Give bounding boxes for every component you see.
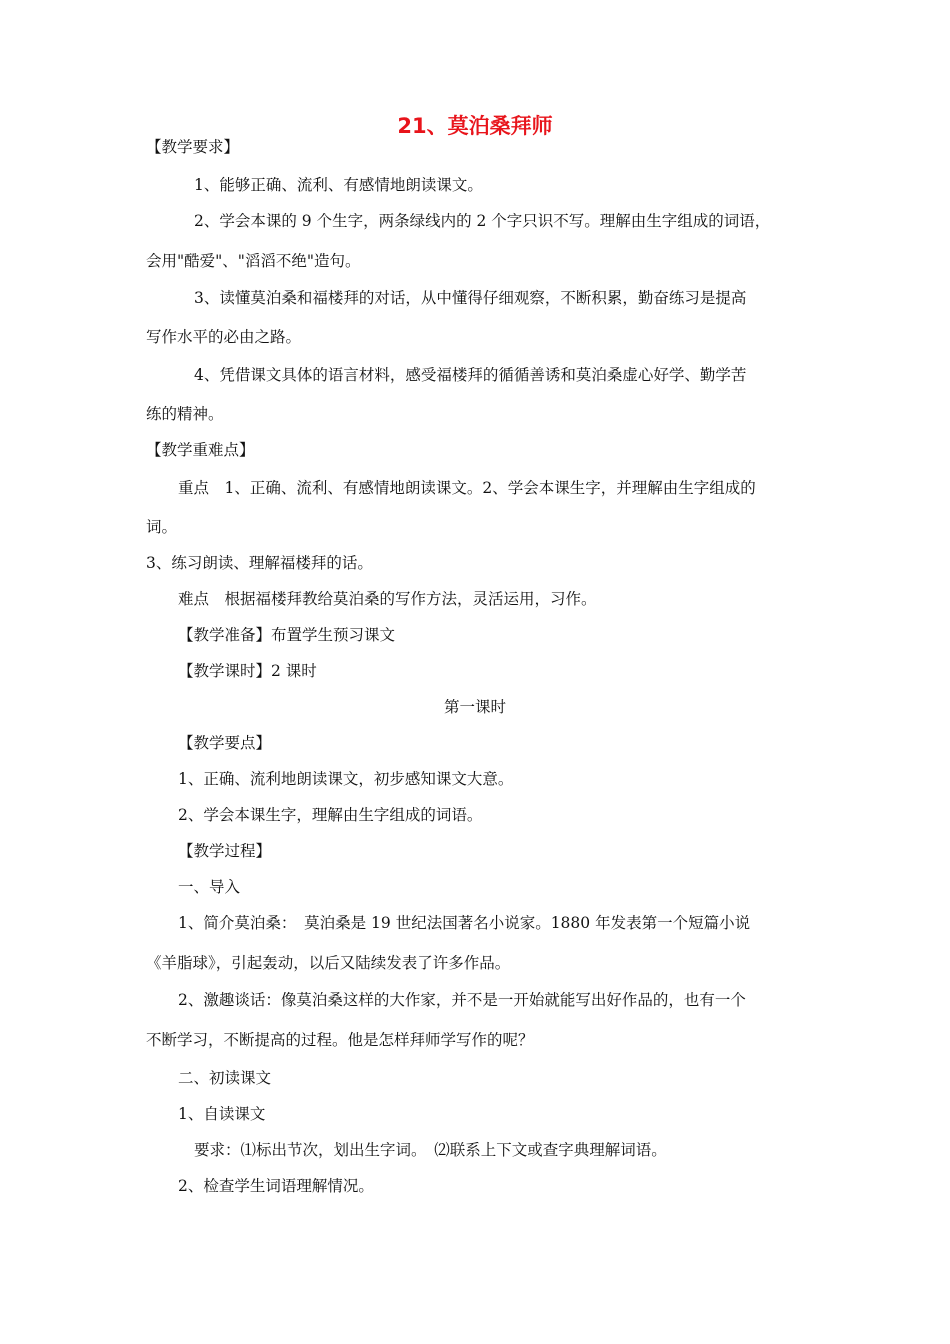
paragraph-line: 1、简介莫泊桑： 莫泊桑是 19 世纪法国著名小说家。1880 年发表第一个短篇小说	[178, 914, 751, 932]
paragraph-line: 2、检查学生词语理解情况。	[178, 1177, 374, 1195]
paragraph-line: 2、学会本课的 9 个生字，两条绿线内的 2 个字只识不写。理解由生字组成的词语，	[194, 212, 771, 230]
paragraph-line: 1、正确、流利地朗读课文，初步感知课文大意。	[178, 770, 514, 788]
paragraph-line: 3、练习朗读、理解福楼拜的话。	[146, 554, 373, 572]
paragraph-line: 3、读懂莫泊桑和福楼拜的对话，从中懂得仔细观察，不断积累，勤奋练习是提高	[194, 289, 747, 307]
paragraph-line: 一、导入	[178, 878, 241, 896]
paragraph-line: 2、学会本课生字，理解由生字组成的词语。	[178, 806, 483, 824]
paragraph-line: 不断学习，不断提高的过程。他是怎样拜师学写作的呢？	[146, 1031, 534, 1049]
document-title: 21、莫泊桑拜师	[397, 114, 553, 138]
paragraph-line: 会用"酷爱"、"滔滔不绝"造句。	[146, 252, 361, 270]
paragraph-line: 1、能够正确、流利、有感情地朗读课文。	[194, 176, 483, 194]
section-heading-lesson-points: 【教学要点】	[178, 734, 272, 752]
lesson-heading: 第一课时	[443, 698, 506, 716]
paragraph-line: 【教学准备】布置学生预习课文	[178, 626, 396, 644]
paragraph-line: 4、凭借课文具体的语言材料，感受福楼拜的循循善诱和莫泊桑虚心好学、勤学苦	[194, 366, 747, 384]
paragraph-line: 重点 1、正确、流利、有感情地朗读课文。2、学会本课生字，并理解由生字组成的	[178, 479, 756, 497]
paragraph-line: 2、激趣谈话：像莫泊桑这样的大作家，并不是一开始就能写出好作品的，也有一个	[178, 991, 746, 1009]
paragraph-line: 难点 根据福楼拜教给莫泊桑的写作方法，灵活运用，习作。	[178, 590, 597, 608]
paragraph-line: 要求：⑴标出节次，划出生字词。 ⑵联系上下文或查字典理解词语。	[194, 1141, 667, 1159]
paragraph-line: 二、初读课文	[178, 1069, 272, 1087]
paragraph-line: 练的精神。	[146, 405, 224, 423]
paragraph-line: 【教学课时】2 课时	[178, 662, 317, 680]
paragraph-line: 《羊脂球》，引起轰动，以后又陆续发表了许多作品。	[146, 954, 511, 972]
section-heading-process: 【教学过程】	[178, 842, 272, 860]
paragraph-line: 词。	[146, 518, 178, 536]
paragraph-line: 写作水平的必由之路。	[146, 328, 302, 346]
section-heading-key-points: 【教学重难点】	[146, 441, 255, 459]
section-heading-requirements: 【教学要求】	[146, 138, 240, 156]
paragraph-line: 1、自读课文	[178, 1105, 266, 1123]
